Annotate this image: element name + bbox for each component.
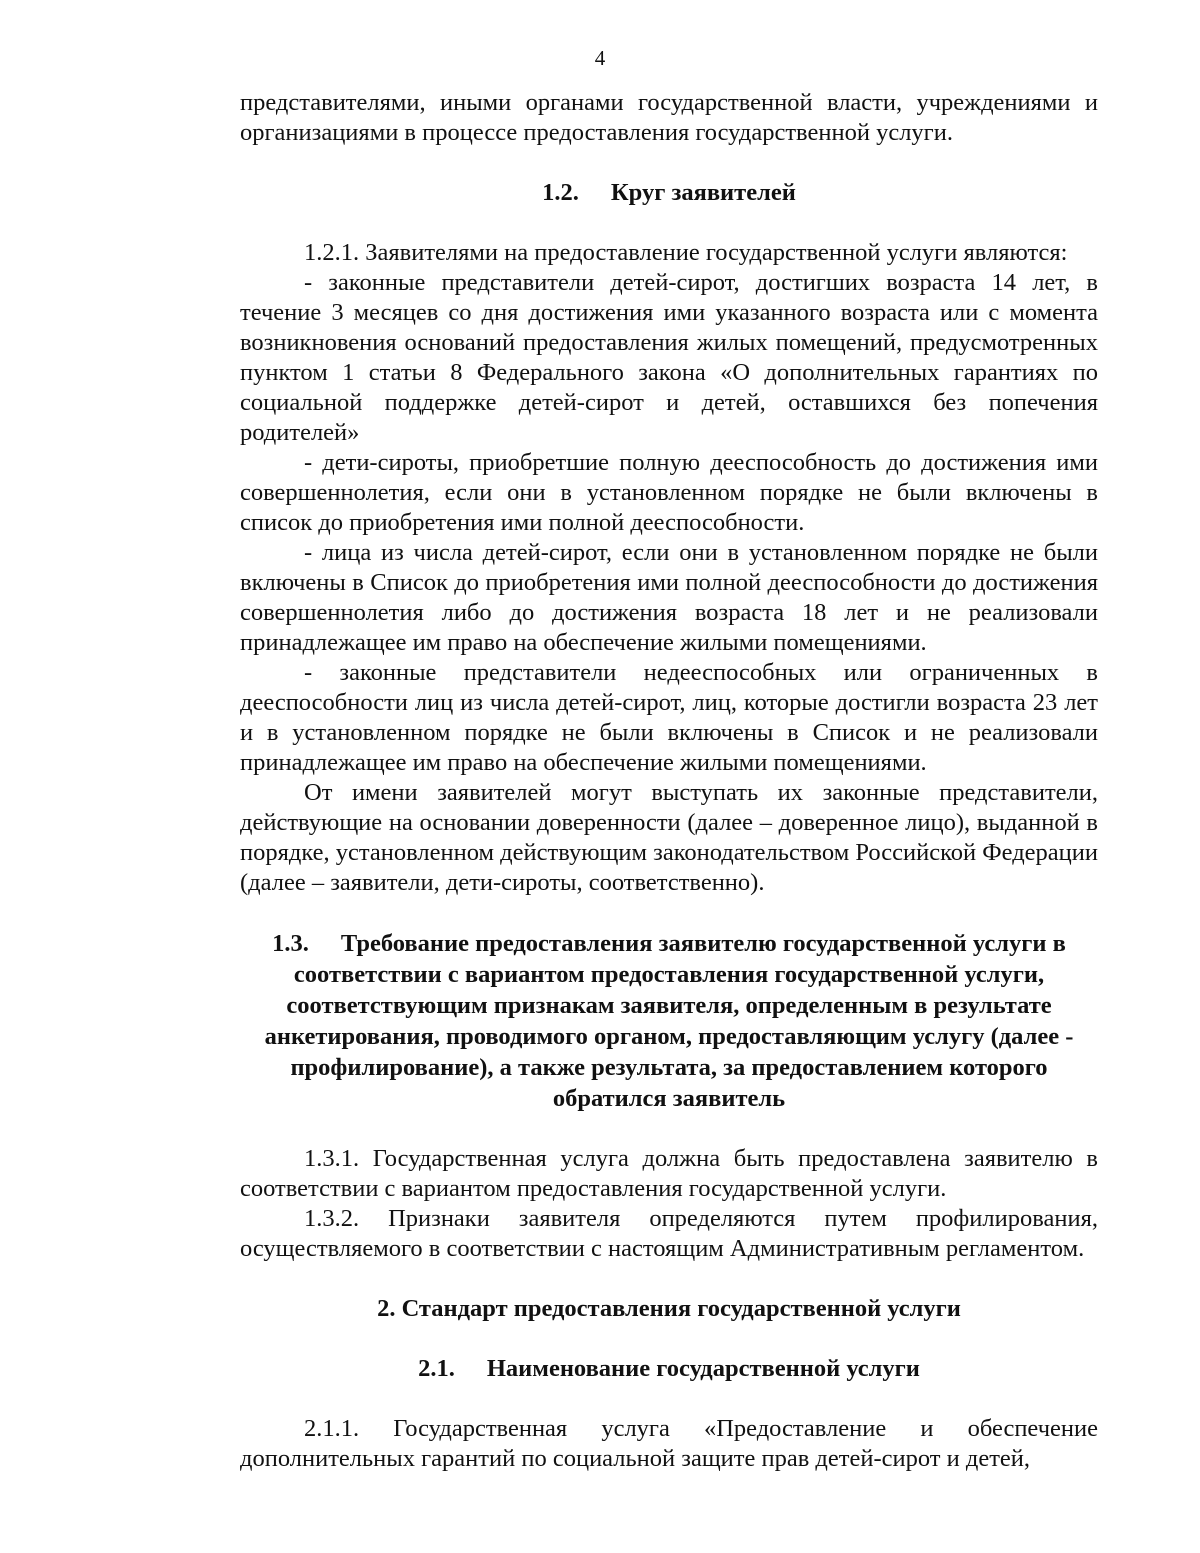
paragraph-continuation: представителями, иными органами государственной власти, учреждениями и организациями в процессе предоставления государственной услуги. <box>240 89 1098 146</box>
heading-section-2: 2. Стандарт предоставления государственной услуги <box>377 1295 961 1322</box>
heading-1-3 <box>240 928 1098 1114</box>
paragraph-1-2-1: 1.2.1. Заявителями на предоставление государственной услуги являются: <box>304 239 1068 266</box>
paragraph-representatives: От имени заявителей могут выступать их законные представители, действующие на основании доверенности (далее – доверенное лицо), выданной в порядке, установленном действующим законодательством Российской Федерации (далее – заявители, дети-сироты, соответственно). <box>240 779 1098 896</box>
heading-2-1 <box>240 1354 1098 1384</box>
document-body <box>240 88 1098 1474</box>
list-item-legal-representatives: - законные представители детей-сирот, достигших возраста 14 лет, в течение 3 месяцев со дня достижения ими указанного возраста или с момента возникновения оснований предоставления жилых помещений, предусмотренных пунктом 1 статьи 8 Федерального закона «О дополнительных гарантиях по социальной поддержке детей-сирот и детей, оставшихся без попечения родителей» <box>240 269 1098 446</box>
heading-number: 2.1. <box>418 1355 455 1382</box>
list-item-persons-from-orphans: - лица из числа детей-сирот, если они в установленном порядке не были включены в Список до приобретения ими полной дееспособности до достижения совершеннолетия либо до достижения возраста 18 лет и не реализовали принадлежащее им право на обеспечение жилыми помещениями. <box>240 539 1098 656</box>
list-item-incapable-persons: - законные представители недееспособных или ограниченных в дееспособности лиц из числа детей-сирот, лиц, которые достигли возраста 23 лет и в установленном порядке не были включены в Список и не реализовали принадлежащее им право на обеспечение жилыми помещениями. <box>240 659 1098 776</box>
heading-number: 1.3. <box>272 930 309 957</box>
paragraph-1-3-2: 1.3.2. Признаки заявителя определяются путем профилирования, осуществляемого в соответствии с настоящим Административным регламентом. <box>240 1205 1098 1262</box>
heading-text: Наименование государственной услуги <box>486 1355 920 1382</box>
heading-text: Круг заявителей <box>610 179 796 206</box>
page-number: 4 <box>594 46 606 70</box>
paragraph-1-3-1: 1.3.1. Государственная услуга должна быть предоставлена заявителю в соответствии с вариантом предоставления государственной услуги. <box>240 1145 1098 1202</box>
heading-1-2 <box>240 178 1098 208</box>
list-item-orphans-capacity: - дети-сироты, приобретшие полную дееспособность до достижения ими совершеннолетия, если они в установленном порядке не были включены в список до приобретения ими полной дееспособности. <box>240 449 1098 536</box>
heading-text: Требование предоставления заявителю государственной услуги в соответствии с вариантом предоставления государственной услуги, соответствующим признакам заявителя, определенным в результате анкетирования, проводимого органом, предоставляющим услугу (далее - профилирование), а также результата, за предоставлением которого обратился заявитель <box>264 930 1074 1112</box>
paragraph-2-1-1: 2.1.1. Государственная услуга «Предоставление и обеспечение дополнительных гарантий по социальной защите прав детей-сирот и детей, <box>240 1415 1098 1472</box>
heading-number: 1.2. <box>542 179 579 206</box>
